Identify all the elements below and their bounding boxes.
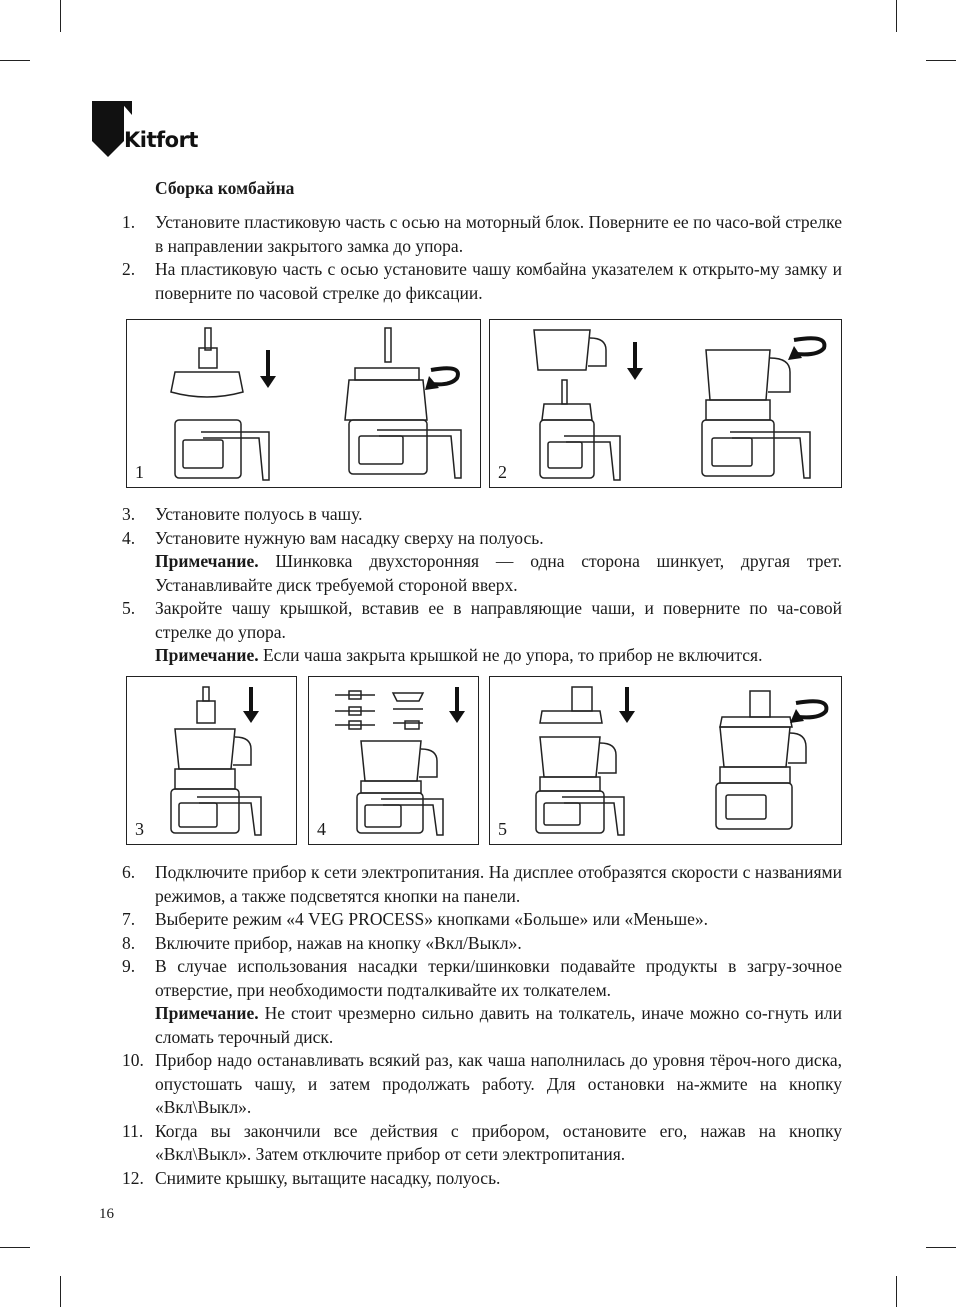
figure-label: 5 (498, 819, 507, 839)
steps-list-b (122, 503, 842, 668)
crop-mark (60, 1276, 61, 1307)
steps-list-c (122, 861, 842, 1190)
list-item: 7. Выберите режим «4 VEG PROCESS» кнопками «Больше» или «Меньше». (122, 909, 709, 929)
brand-name: Kitfort (124, 128, 198, 152)
list-item: 3. Установите полуось в чашу. (122, 504, 363, 524)
list-item: 5. Закройте чашу крышкой, вставив ее в направляющие чаши, и поверните по ча-совой стрелке до упора. Примечание. Если чаша закрыта крышкой не до упора, то прибор не включится. (122, 598, 842, 665)
crop-mark (896, 1276, 897, 1307)
figure-1 (126, 319, 481, 488)
list-item: 1. Установите пластиковую часть с осью на моторный блок. Поверните ее по часо-вой стрелке в направлении закрытого замка до упора. (122, 212, 842, 256)
crop-mark (926, 60, 956, 61)
disc-attachments-illustration (309, 677, 478, 844)
crop-mark (60, 0, 61, 32)
section-title: Сборка комбайна (155, 178, 295, 198)
figure-4 (308, 676, 479, 845)
list-item: 10. Прибор надо останавливать всякий раз, как чаша наполнилась до уровня тёроч-ного диска, опустошать чашу, и затем продолжать работу. Для остановки на-жмите на кнопку «Вкл\Выкл». (122, 1050, 842, 1117)
figure-label: 2 (498, 462, 507, 482)
list-item: 6. Подключите прибор к сети электропитания. На дисплее отобразятся скорости с названиями режимов, а также подсветятся кнопки на панели. (122, 862, 842, 906)
lid-closing-illustration (490, 677, 841, 844)
note-label: Примечание. (155, 551, 259, 571)
note-label: Примечание. (155, 645, 259, 665)
crop-mark (896, 0, 897, 32)
steps-list-a (122, 211, 842, 305)
bowl-mounting-illustration (490, 320, 841, 487)
figure-label: 4 (317, 819, 326, 839)
crop-mark (926, 1247, 956, 1248)
food-processor-base-assembly-illustration (127, 320, 480, 487)
list-item: 2. На пластиковую часть с осью установите чашу комбайна указателем к открыто-му замку и поверните по часовой стрелке до фиксации. (122, 259, 842, 303)
note-label: Примечание. (155, 1003, 259, 1023)
crop-mark (0, 60, 30, 61)
half-shaft-insertion-illustration (127, 677, 296, 844)
list-item: 4. Установите нужную вам насадку сверху на полуось. Примечание. Шинковка двухсторонняя — одна сторона шинкует, другая трет. Устанавливайте диск требуемой стороной вверх. (122, 527, 842, 595)
list-item: 9. В случае использования насадки терки/шинковки подавайте продукты в загру-зочное отверстие, при необходимости подталкивайте их толкателем. Примечание. Не стоит чрезмерно сильно давить на толкатель, иначе можно со-гнуть или сломать терочный диск. (122, 956, 843, 1047)
crop-mark (0, 1247, 30, 1248)
list-item: 12. Снимите крышку, вытащите насадку, полуось. (122, 1167, 501, 1188)
figure-5 (489, 676, 842, 845)
figure-label: 3 (135, 819, 144, 839)
figure-2 (489, 319, 842, 488)
list-item: 8. Включите прибор, нажав на кнопку «Вкл/Выкл». (122, 932, 522, 953)
list-item: 11. Когда вы закончили все действия с прибором, остановите его, нажав на кнопку «Вкл\Выкл». Затем отключите прибор от сети электропитания. (122, 1120, 842, 1164)
page-number: 16 (99, 1206, 114, 1222)
figure-label: 1 (135, 462, 144, 482)
figure-3 (126, 676, 297, 845)
